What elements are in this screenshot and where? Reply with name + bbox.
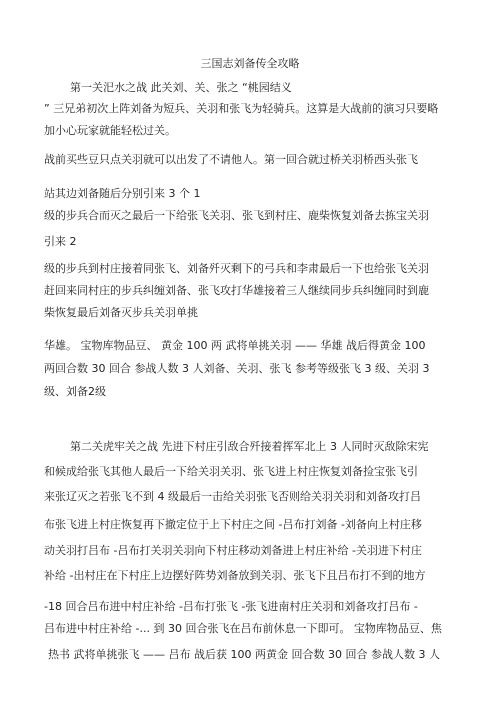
text-line: 布张飞进上村庄恢复再下撤定位于上下村庄之间 -吕布打刘备 -刘备向上村庄移 — [44, 518, 422, 531]
text-line: 赶回来同村庄的步兵纠缠刘备、张飞攻打华雄接着三人继续同步兵纠缠同时到鹿 — [44, 284, 429, 297]
text-line: 级、刘备2级 — [44, 385, 106, 398]
text-line: 华雄。 宝物库物品豆、 黄金 100 两 武将单挑关羽 —— 华雄 战后得黄金 100 — [44, 339, 426, 352]
text-line: 和候成给张飞其他人最后一下给关羽关羽、张飞进上村庄恢复刘备捡宝张飞引 — [44, 465, 418, 478]
text-line: 战前买些豆只点关羽就可以出发了不请他人。第一回合就过桥关羽桥西头张飞 — [44, 153, 418, 166]
text-line: 动关羽打吕布 -吕布打关羽关羽向下村庄移动刘备进上村庄补给 -关羽进下村庄 — [44, 544, 422, 557]
text-line: 引来 2 — [44, 235, 77, 248]
document-title: 三国志刘备传全攻略 — [200, 57, 300, 70]
text-line: 补给 -出村庄在下村庄上边摆好阵势刘备放到关羽、张飞下且吕布打不到的地方 — [44, 569, 426, 582]
text-line: 两回合数 30 回合 参战人数 3 人刘备、关羽、张飞 参考等级张飞 3 级、关羽 3 — [44, 362, 430, 375]
text-line: 第一关汜水之战 此关刘、关、张之 “桃园结义 — [70, 81, 292, 94]
text-line: 热书 武将单挑张飞 —— 吕布 战后获 100 两黄金 回合数 30 回合 参战人数 3 人 — [48, 648, 440, 661]
text-line: 站其边刘备随后分别引来 3 个 1 — [44, 187, 201, 200]
text-line: 加小心玩家就能轻松过关。 — [44, 124, 176, 137]
text-line: 级的步兵合而灭之最后一下给张飞关羽、张飞到村庄、鹿柴恢复刘备去拣宝关羽 — [44, 209, 429, 222]
text-line: 第二关虎牢关之战 先进下村庄引敌合歼接着挥军北上 3 人同时灭敌除宋宪 — [70, 440, 429, 453]
text-line: -18 回合吕布进中村庄补给 -吕布打张飞 -张飞进南村庄关羽和刘备攻打吕布 - — [44, 600, 418, 613]
text-line: 吕布进中村庄补给 -... 到 30 回合张飞在吕布前休息一下即可。 宝物库物品豆、焦 — [44, 622, 442, 635]
text-line: 级的步兵到村庄接着同张飞、刘备歼灭剩下的弓兵和李肃最后一下也给张飞关羽 — [44, 262, 429, 275]
text-line: 来张辽灭之若张飞不到 4 级最后一击给关羽张飞否则给关羽关羽和刘备攻打吕 — [44, 490, 421, 503]
text-line: ” 三兄弟初次上阵刘备为短兵、关羽和张飞为轻骑兵。这算是大战前的演习只要略 — [44, 102, 439, 115]
text-line: 柴恢复最后刘备灭步兵关羽单挑 — [44, 306, 198, 319]
